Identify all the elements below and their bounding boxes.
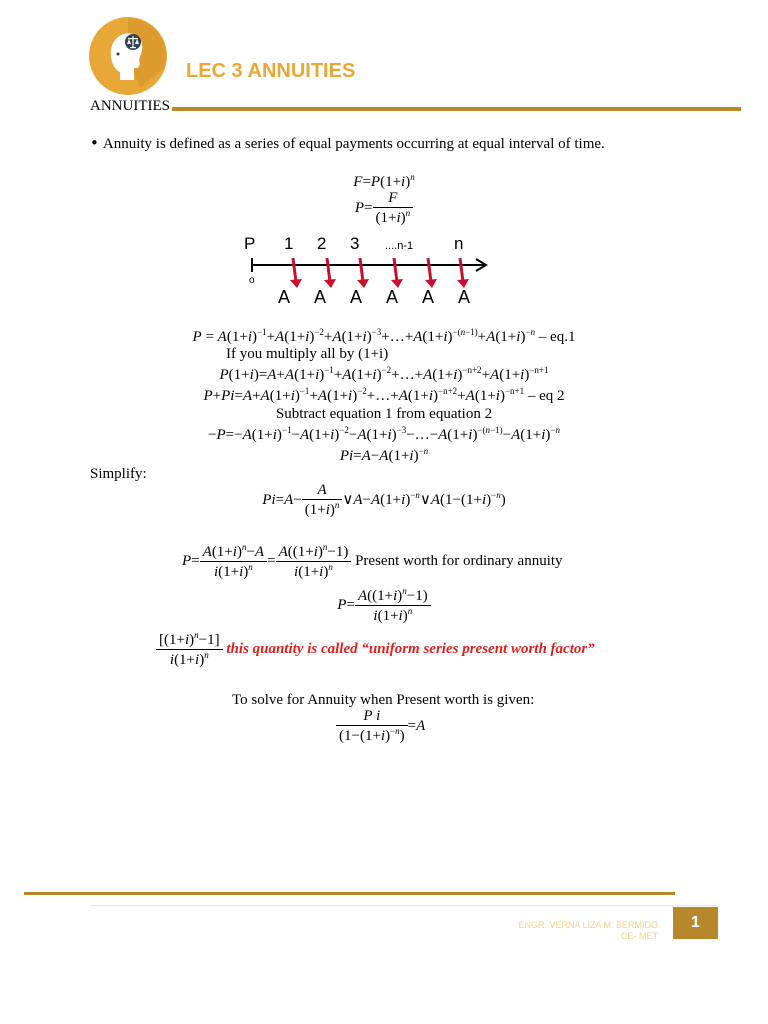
cash-flow-diagram — [242, 232, 492, 306]
timeline-label-n: n — [454, 234, 464, 253]
equation-difference: $-P=-A(1+i)^{-1}-A(1+i)^{-2}-A(1+i)^{-3}-\dots-A(1+i)^{-(n-1)}-A(1+i)^{-n}$ — [208, 425, 560, 443]
definition-bullet — [90, 134, 605, 153]
equation-multiplied: $P(1+i)=A+A(1+i)^{-1}+A(1+i)^{-2}+\dots+A(1+i)^{-n+2}+A(1+i)^{-n+1}$ — [219, 365, 549, 383]
timeline-label-3: 3 — [350, 234, 360, 253]
timeline-label-p: P — [244, 234, 256, 253]
equation-present-worth-annuity: P= $\frac{A(1+i)^n-A}{i(1+i)^n}$ = $\frac{A((1+i)^n-1)}{i(1+i)^n}$ Present worth for ordinary annuity — [182, 542, 563, 580]
present-worth-caption: Present worth for ordinary annuity — [355, 552, 563, 569]
timeline-label-1: 1 — [284, 234, 294, 253]
equation-2: $P+Pi=A+A(1+i)^{-1}+A(1+i)^{-2}+\dots+A(1+i)^{-n+2}+A(1+i)^{-n+1}$ – eq 2 — [203, 386, 565, 404]
bullet-icon: • — [90, 134, 99, 152]
page-title: LEC 3 ANNUITIES — [186, 60, 356, 82]
equation-annuity: $\frac{\text{P i}}{(1-(1+i)^{-n})}$ =A — [336, 708, 425, 745]
timeline-payment-a: A — [278, 287, 291, 306]
equation-1: $P = A(1+i)^{-1}+A(1+i)^{-2}+A(1+i)^{-3}+\dots+A(1+i)^{-(n-1)}+A(1+i)^{-n} - eq.1$ — [192, 327, 576, 345]
definition-text: Annuity is defined as a series of equal payments occurring at equal interval of time. — [102, 136, 605, 152]
timeline-payment-a: A — [422, 287, 435, 306]
timeline-payment-a: A — [386, 287, 399, 306]
page-number: 1 — [673, 907, 718, 939]
footer-divider — [90, 905, 718, 906]
equation-simplified: Pi=A− $\frac{A}{(1+i)^n}$ $\vee A-A(1+i)^{-n}\vee A(1-(1+i)^{-n})$ — [262, 482, 506, 518]
equation-1-label: – eq.1 — [538, 329, 576, 345]
simplify-label: Simplify: — [90, 466, 147, 482]
timeline-payment-a: A — [458, 287, 471, 306]
timeline-label-2: 2 — [317, 234, 327, 253]
equation-present-worth-final: P= $\frac{A((1+i)^n-1)}{i(1+i)^n}$ — [0, 586, 768, 625]
subtract-note: Subtract equation 1 from equation 2 — [275, 406, 493, 422]
author-affiliation: CE- MET — [621, 931, 658, 941]
solve-note: To solve for Annuity when Present worth is given: — [232, 692, 535, 708]
pwf-factor-line: $\frac{[(1+i)^n-1]}{i(1+i)^n}$ this quantity is called “uniform series present worth factor” — [156, 630, 595, 669]
header-rule — [172, 107, 741, 111]
footer-rule — [24, 892, 675, 895]
multiply-note: If you multiply all by (1+i) — [226, 346, 389, 362]
timeline-label-n-minus-1: ....n-1 — [385, 240, 414, 252]
author-credit — [468, 920, 658, 942]
equation-future-worth: $F=P(1+i)^n$ — [353, 172, 415, 190]
timeline-payment-a: A — [350, 287, 363, 306]
equation-present-worth-single: P= $\frac{F}{(1+i)^n}$ — [0, 190, 768, 227]
timeline-payment-a: A — [314, 287, 327, 306]
timeline-origin-label: o — [249, 275, 255, 286]
head-scale-icon — [88, 16, 168, 96]
section-subtitle: ANNUITIES — [90, 98, 170, 114]
pwf-factor-note: this quantity is called “uniform series present worth factor” — [226, 640, 595, 657]
author-name: ENGR. VERNA LIZA M. BERMIDO — [518, 920, 658, 930]
equation-pi: $Pi=A-A(1+i)^{-n}$ — [339, 446, 429, 464]
equation-2-label: – eq 2 — [527, 388, 565, 404]
